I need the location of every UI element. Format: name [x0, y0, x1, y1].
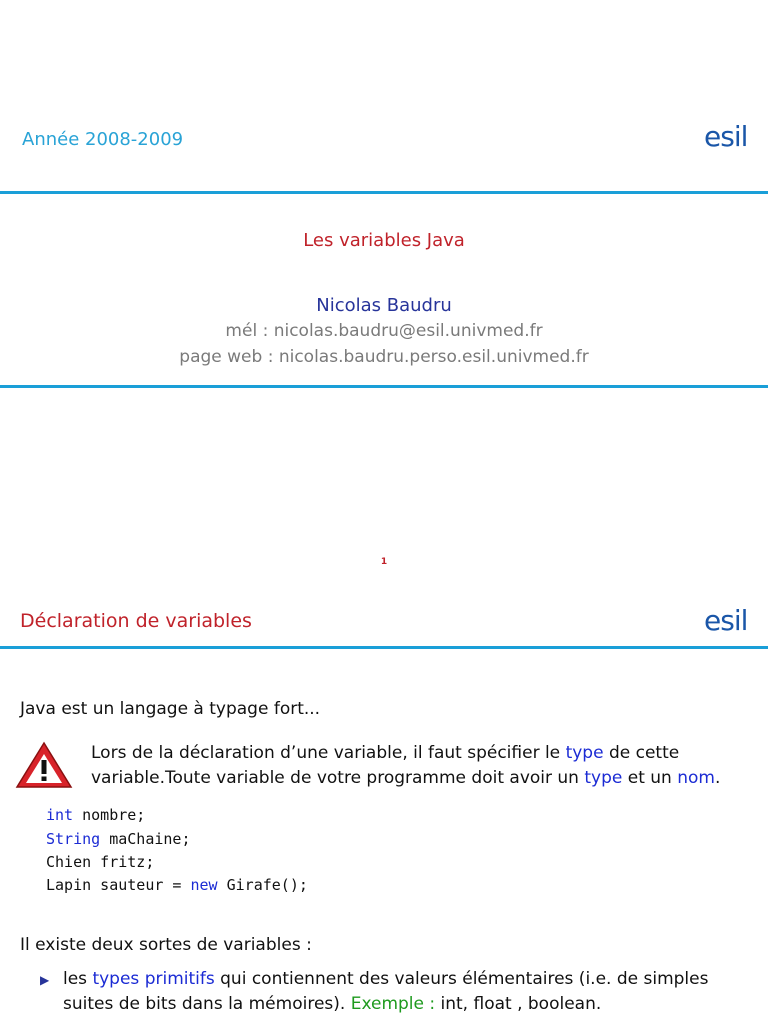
type-keyword: type: [584, 768, 623, 788]
warning-text-part: .: [714, 768, 721, 788]
slide2-header-rule: [0, 646, 768, 649]
author-email: mél : nicolas.baudru@esil.univmed.fr: [225, 321, 543, 341]
bullet-text: suites de bits dans la mémoires).: [63, 994, 351, 1014]
type-keyword: type: [565, 743, 604, 763]
intro-text: Java est un langage à typage fort...: [20, 699, 321, 719]
code-keyword: int: [46, 806, 74, 824]
warning-text-part: de cette: [603, 743, 680, 763]
example-values: int, float , boolean.: [435, 994, 602, 1014]
page-number: 1: [380, 557, 388, 567]
warning-text-part: Lors de la déclaration d’une variable, il faut spécifier le: [91, 743, 566, 763]
header-rule: [0, 191, 768, 194]
primitive-types-term: types primitifs: [92, 969, 215, 989]
warning-triangle-icon: [14, 740, 74, 790]
variable-sorts-intro: Il existe deux sortes de variables :: [20, 935, 312, 955]
warning-text-part: variable.Toute variable de votre programme doit avoir un: [91, 768, 585, 788]
code-line: [46, 806, 145, 824]
author-name: Nicolas Baudru: [316, 295, 452, 316]
code-text: nombre;: [73, 806, 146, 824]
code-keyword: new: [190, 876, 218, 894]
slide-title: Déclaration de variables: [20, 610, 252, 632]
code-line: [46, 853, 154, 871]
bullet-text: les: [63, 969, 93, 989]
code-text: Chien fritz;: [46, 853, 155, 871]
warning-text-part: et un: [622, 768, 678, 788]
code-text: maChaine;: [100, 830, 191, 848]
code-text: Girafe();: [217, 876, 308, 894]
code-text: Lapin sauteur =: [46, 876, 191, 894]
warning-text: [91, 741, 751, 791]
esil-logo-2: esil: [704, 604, 748, 637]
bullet-text: qui contiennent des valeurs élémentaires (i.e. de simples: [214, 969, 709, 989]
bullet-primitive-types: [63, 967, 753, 1017]
code-line: [46, 876, 308, 894]
author-website: page web : nicolas.baudru.perso.esil.univmed.fr: [179, 347, 589, 367]
nom-keyword: nom: [677, 768, 715, 788]
presentation-title: Les variables Java: [303, 230, 465, 251]
esil-logo: esil: [704, 120, 748, 153]
footer-rule: [0, 385, 768, 388]
code-keyword: String: [46, 830, 101, 848]
bullet-arrow-icon: ▶: [40, 973, 50, 987]
header-year: Année 2008-2009: [22, 129, 184, 150]
example-label: Exemple :: [350, 994, 436, 1014]
code-line: [46, 830, 191, 848]
